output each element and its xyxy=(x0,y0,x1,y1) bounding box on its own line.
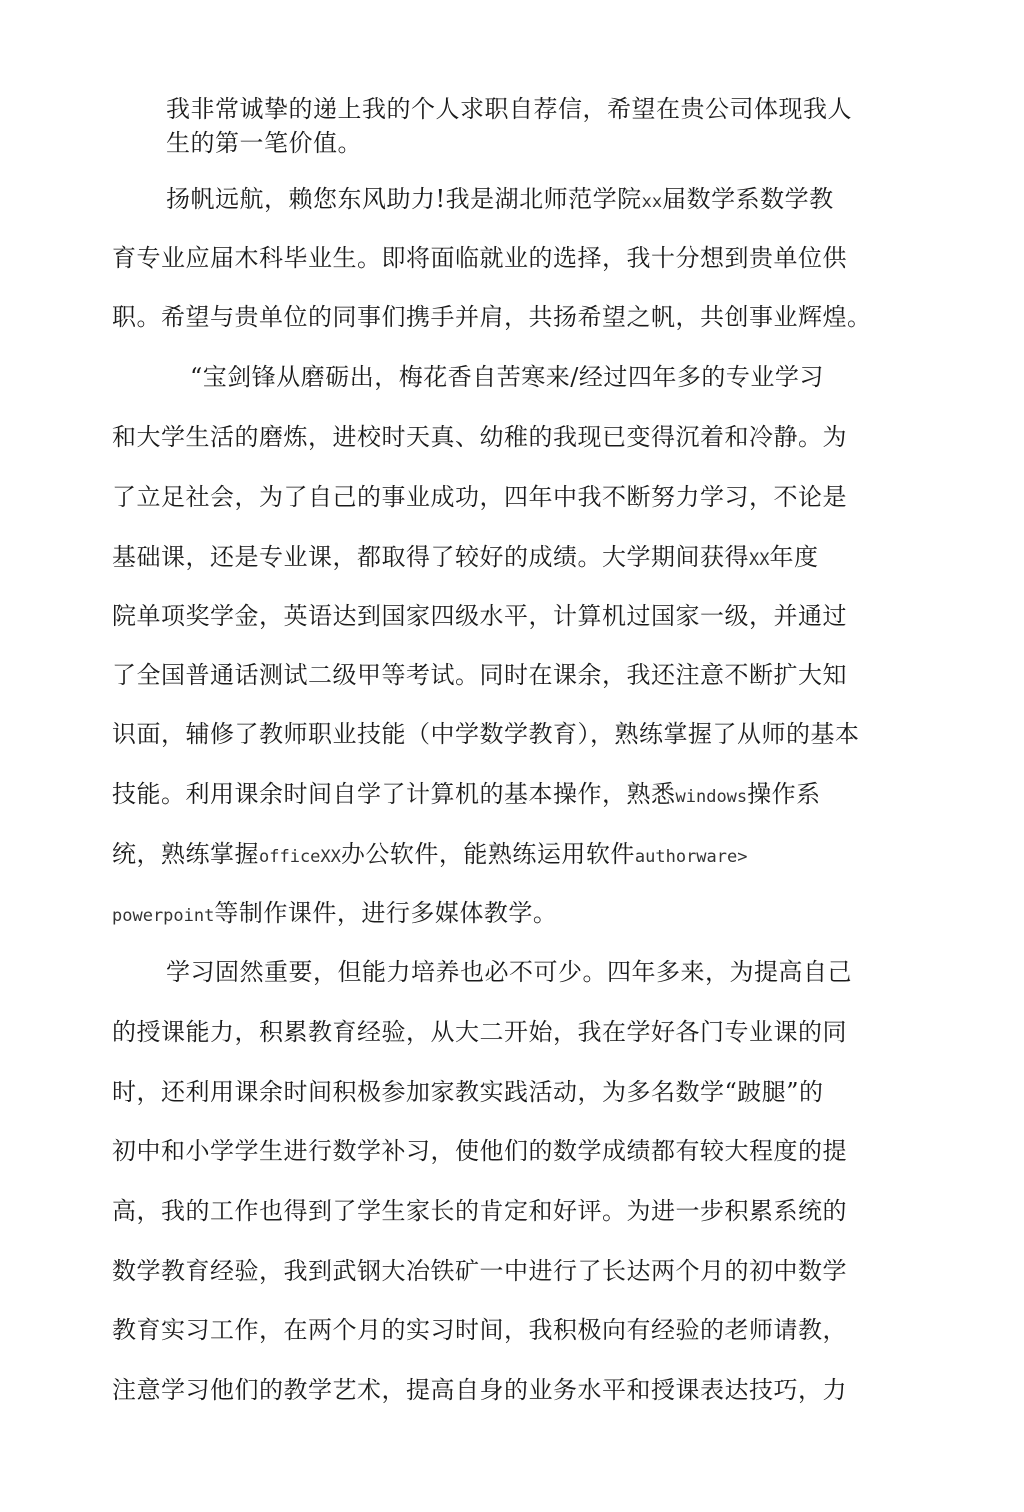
text-segment: 高，我的工作也得到了学生家长的肯定和好评。为进一步积累系统的 xyxy=(112,1197,847,1225)
text-line xyxy=(112,1016,847,1048)
text-segment: 了全国普通话测试二级甲等考试。同时在课余，我还注意不断扩大知 xyxy=(112,661,847,689)
text-line xyxy=(112,481,847,513)
text-segment: 扬帆远航，赖您东风助力!我是湖北师范学院 xyxy=(166,185,642,213)
inline-term: XX xyxy=(749,550,770,570)
text-segment: 了立足社会，为了自己的事业成功，四年中我不断努力学习，不论是 xyxy=(112,483,847,511)
text-segment: 操作系 xyxy=(747,780,821,808)
inline-term: windows xyxy=(675,787,748,807)
text-line xyxy=(112,1076,824,1108)
text-line xyxy=(112,838,747,873)
text-segment: 时，还利用课余时间积极参加家教实践活动，为多名数学“跛腿”的 xyxy=(112,1078,824,1106)
text-line xyxy=(112,301,872,333)
inline-term: officeXX xyxy=(259,847,341,867)
text-line xyxy=(112,778,821,813)
text-segment: 职。希望与贵单位的同事们携手并肩，共扬希望之帆，共创事业辉煌。 xyxy=(112,303,872,331)
text-line xyxy=(112,1195,847,1227)
text-line xyxy=(112,1255,847,1287)
text-line xyxy=(190,361,824,393)
text-line xyxy=(112,1374,847,1406)
text-segment: 识面，辅修了教师职业技能（中学数学教育），熟练掌握了从师的基本 xyxy=(112,720,860,748)
text-line xyxy=(112,1314,847,1346)
text-segment: “宝剑锋从磨砺出，梅花香自苦寒来/经过四年多的专业学习 xyxy=(190,363,824,391)
text-segment: 年度 xyxy=(769,543,819,571)
text-segment: 教育实习工作，在两个月的实习时间，我积极向有经验的老师请教， xyxy=(112,1316,847,1344)
inline-term: authorware> xyxy=(634,847,748,867)
text-segment: 基础课，还是专业课，都取得了较好的成绩。大学期间获得 xyxy=(112,543,749,571)
text-segment: 注意学习他们的教学艺术，提高自身的业务水平和授课表达技巧，力 xyxy=(112,1376,847,1404)
text-segment: 数学教育经验，我到武钢大冶铁矿一中进行了长达两个月的初中数学 xyxy=(112,1257,847,1285)
text-segment: 等制作课件，进行多媒体教学。 xyxy=(214,899,558,927)
text-segment: 我非常诚挚的递上我的个人求职自荐信，希望在贵公司体现我人 xyxy=(166,95,852,123)
text-segment: 生的第一笔价值。 xyxy=(166,129,362,157)
inline-term: xx xyxy=(641,192,663,212)
text-segment: 院单项奖学金，英语达到国家四级水平，计算机过国家一级，并通过 xyxy=(112,602,847,630)
inline-term: powerpoint xyxy=(112,906,215,926)
text-line xyxy=(112,421,847,453)
text-line xyxy=(112,600,847,632)
text-segment: 学习固然重要，但能力培养也必不可少。四年多来，为提高自己 xyxy=(166,958,852,986)
text-line xyxy=(112,897,557,932)
text-segment: 届数学系数学教 xyxy=(662,185,834,213)
text-line xyxy=(166,183,834,218)
text-segment: 和大学生活的磨炼，进校时天真、幼稚的我现已变得沉着和冷静。为 xyxy=(112,423,847,451)
text-segment: 统，熟练掌握 xyxy=(112,840,259,868)
text-line xyxy=(166,956,852,988)
text-segment: 的授课能力，积累教育经验，从大二开始，我在学好各门专业课的同 xyxy=(112,1018,847,1046)
text-line xyxy=(112,242,847,274)
text-line xyxy=(112,659,847,691)
text-line xyxy=(166,93,852,125)
text-line xyxy=(112,718,860,750)
text-segment: 办公软件，能熟练运用软件 xyxy=(340,840,635,868)
text-line xyxy=(112,541,818,576)
text-segment: 初中和小学学生进行数学补习，使他们的数学成绩都有较大程度的提 xyxy=(112,1137,847,1165)
text-segment: 技能。利用课余时间自学了计算机的基本操作，熟悉 xyxy=(112,780,676,808)
text-line xyxy=(112,1135,847,1167)
text-segment: 育专业应届木科毕业生。即将面临就业的选择，我十分想到贵单位供 xyxy=(112,244,847,272)
text-line xyxy=(166,127,362,159)
